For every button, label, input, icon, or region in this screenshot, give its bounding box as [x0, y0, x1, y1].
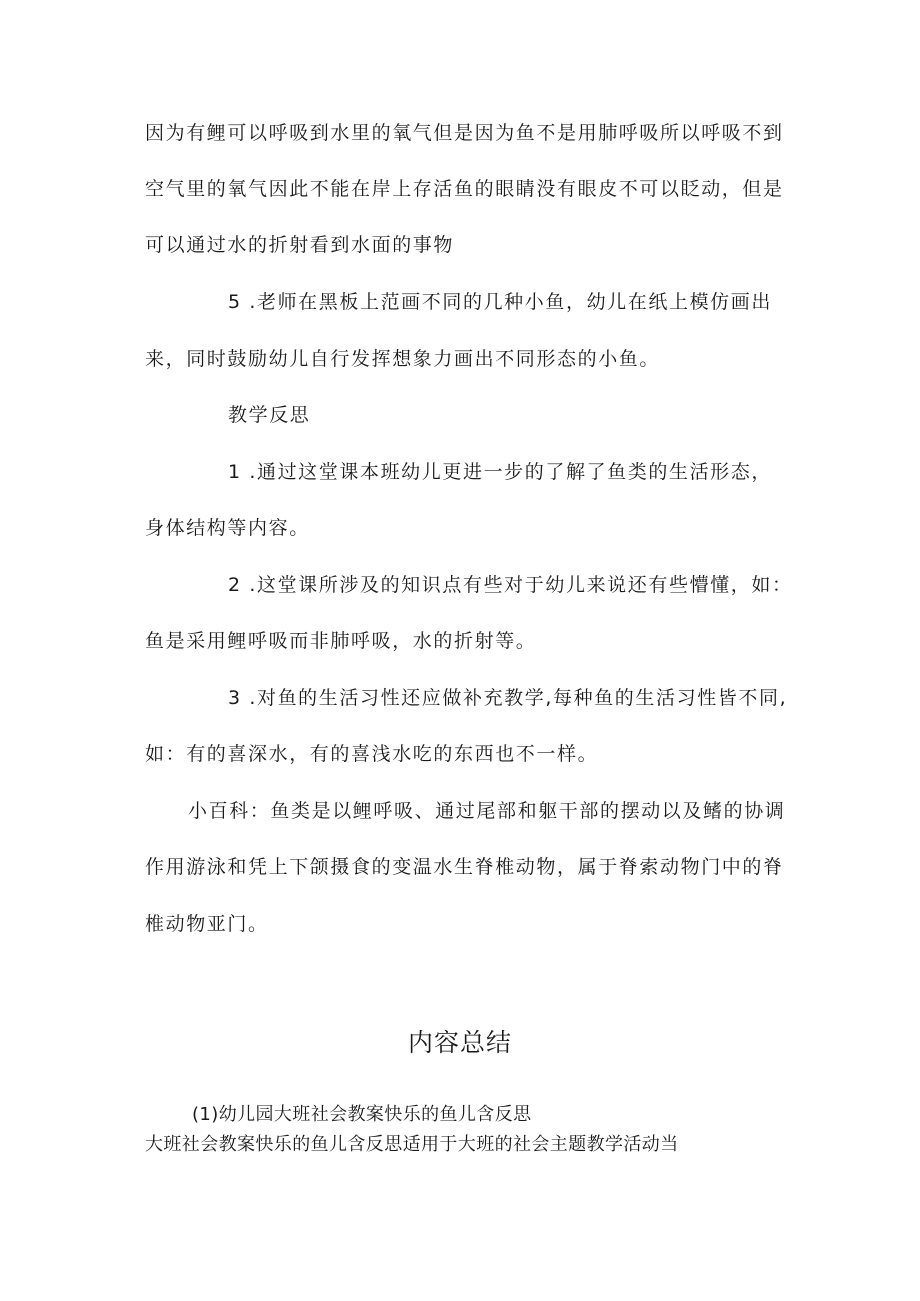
- summary-item-text: 大班社会教案快乐的鱼儿含反思适用于大班的社会主题教学活动当: [145, 1134, 679, 1155]
- paragraph-line: 如：有的喜深水，有的喜浅水吃的东西也不一样。: [145, 743, 599, 765]
- paragraph-line: 空气里的氧气因此不能在岸上存活鱼的眼睛没有眼皮不可以眨动，但是: [145, 178, 784, 200]
- paragraph-line: 身体结构等内容。: [145, 517, 310, 539]
- paragraph-line: 来，同时鼓励幼儿自行发挥想象力画出不同形态的小鱼。: [145, 348, 661, 370]
- step-5-line: 5 .老师在黑板上范画不同的几种小鱼，幼儿在纸上模仿画出: [228, 291, 772, 313]
- paragraph-line: 因为有鲤可以呼吸到水里的氧气但是因为鱼不是用肺呼吸所以呼吸不到: [145, 122, 784, 144]
- reflection-item-2: 2 .这堂课所涉及的知识点有些对于幼儿来说还有些懵懂，如：: [228, 574, 793, 596]
- summary-item-title: (1)幼儿园大班社会教案快乐的鱼儿含反思: [192, 1104, 532, 1125]
- paragraph-line: 椎动物亚门。: [145, 913, 269, 935]
- paragraph-line: 可以通过水的折射看到水面的事物: [145, 234, 455, 256]
- summary-heading: 内容总结: [407, 1028, 512, 1057]
- reflection-title: 教学反思: [228, 404, 311, 426]
- paragraph-line: 鱼是采用鲤呼吸而非肺呼吸，水的折射等。: [145, 630, 537, 652]
- encyclopedia-paragraph: 小百科：鱼类是以鲤呼吸、通过尾部和躯干部的摆动以及鳍的协调: [188, 800, 786, 822]
- reflection-item-3: 3 .对鱼的生活习性还应做补充教学,每种鱼的生活习性皆不同,: [228, 687, 788, 709]
- reflection-item-1: 1 .通过这堂课本班幼儿更进一步的了解了鱼类的生活形态，: [228, 461, 772, 483]
- paragraph-line: 作用游泳和凭上下颌摄食的变温水生脊椎动物，属于脊索动物门中的脊: [145, 856, 784, 878]
